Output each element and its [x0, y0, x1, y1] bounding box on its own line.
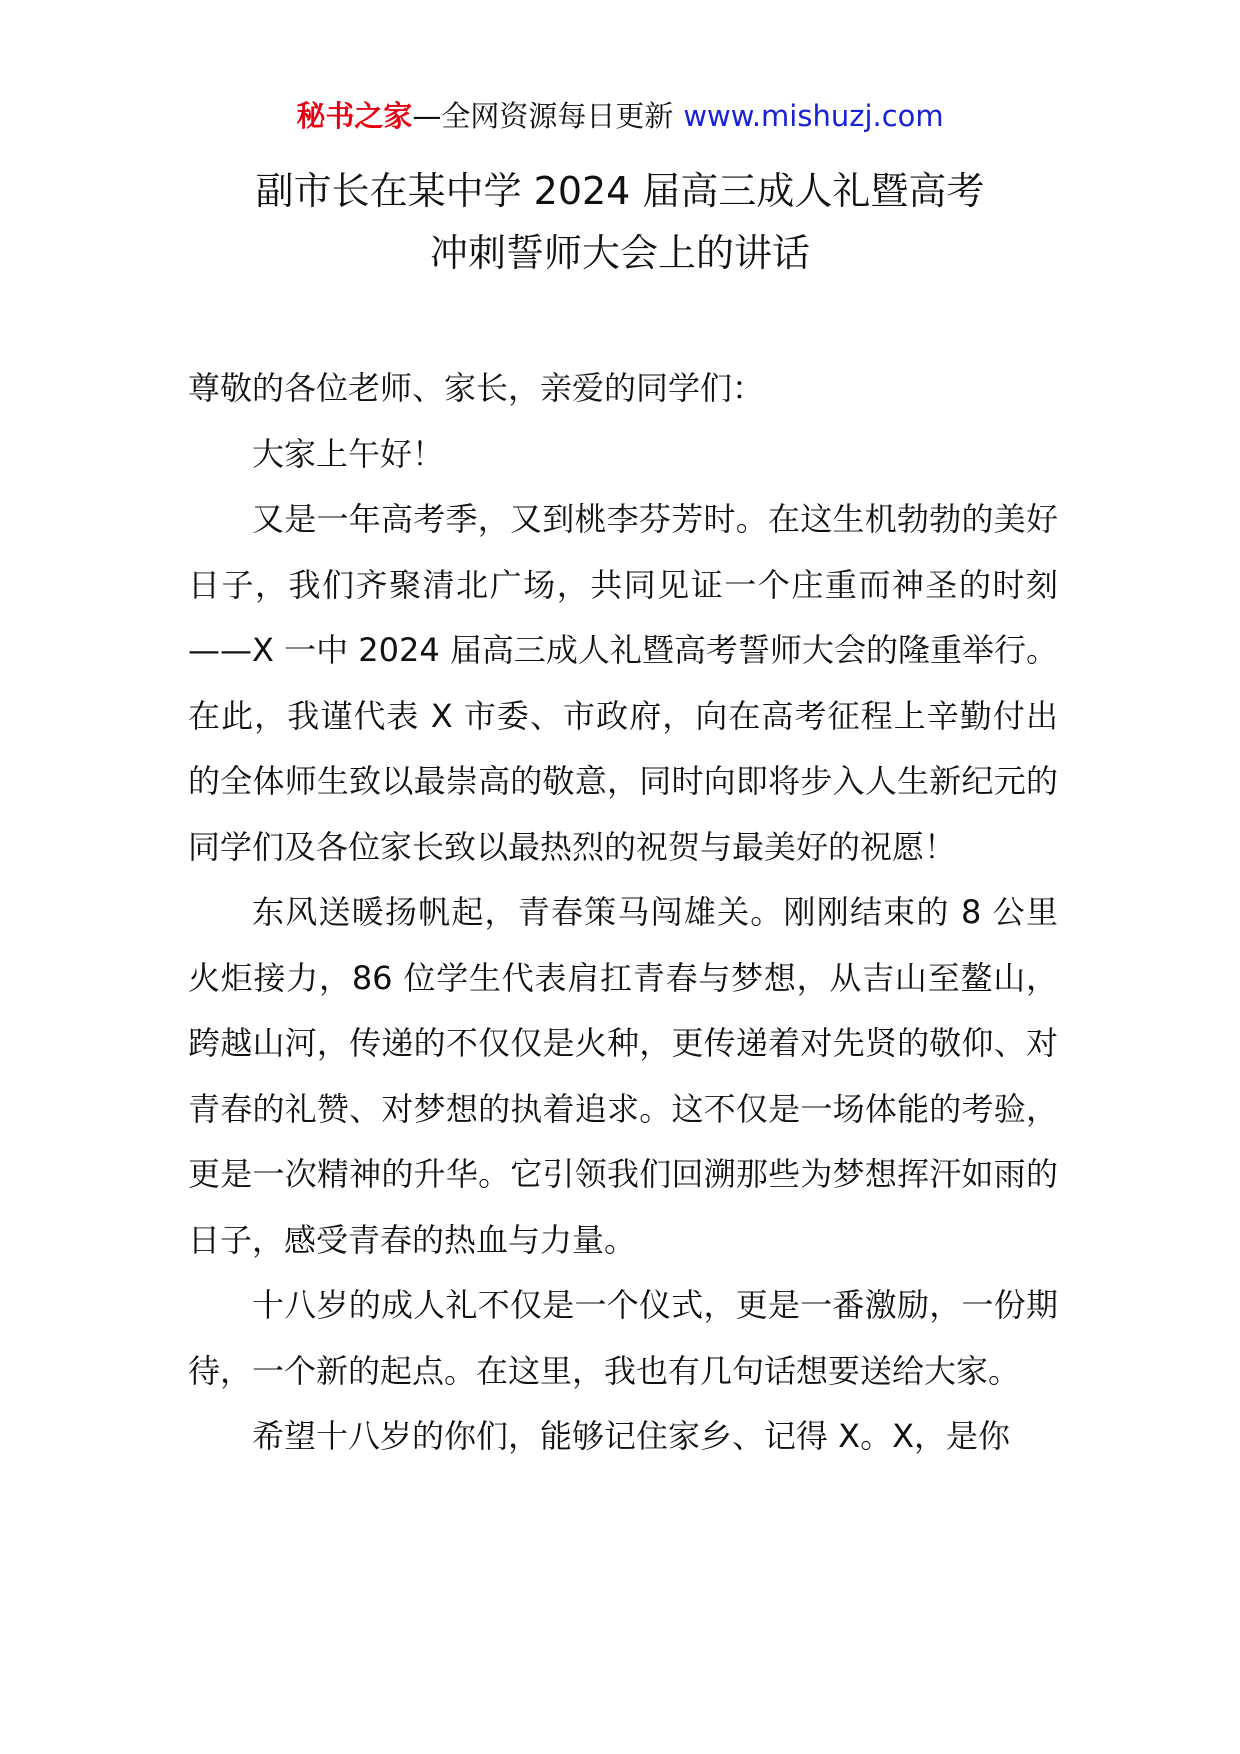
document-title [0, 160, 1240, 284]
site-url-link[interactable]: www.mishuzj.com [683, 99, 944, 133]
document-body [188, 356, 1058, 1470]
site-tagline: —全网资源每日更新 [412, 99, 674, 133]
site-name: 秘书之家 [296, 99, 413, 133]
paragraph-opening: 又是一年高考季，又到桃李芬芳时。在这生机勃勃的美好日子，我们齐聚清北广场，共同见证一个庄重而神圣的时刻——X 一中 2024 届高三成人礼暨高考誓师大会的隆重举行。在此，我谨代表 X 市委、市政府，向在高考征程上辛勤付出的全体师生致以最崇高的敬意，同时向即将步入人生新纪元的同学们及各位家长致以最热烈的祝贺与最美好的祝愿！ [188, 500, 1058, 866]
paragraph-coming-of-age: 十八岁的成人礼不仅是一个仪式，更是一番激励，一份期待，一个新的起点。在这里，我也有几句话想要送给大家。 [188, 1286, 1058, 1390]
site-header [0, 96, 1240, 136]
salutation: 尊敬的各位老师、家长，亲爱的同学们： [188, 369, 765, 407]
paragraph-hometown: 希望十八岁的你们，能够记住家乡、记得 X。X，是你 [252, 1417, 1011, 1455]
paragraph-torch-relay: 东风送暖扬帆起，青春策马闯雄关。刚刚结束的 8 公里火炬接力，86 位学生代表肩扛青春与梦想，从吉山至鳌山，跨越山河，传递的不仅仅是火种，更传递着对先贤的敬仰、对青春的礼赞、对梦想的执着追求。这不仅是一场体能的考验，更是一次精神的升华。它引领我们回溯那些为梦想挥汗如雨的日子，感受青春的热血与力量。 [188, 893, 1058, 1259]
paragraph-greeting: 大家上午好！ [252, 434, 445, 473]
title-line-2: 冲刺誓师大会上的讲话 [429, 231, 810, 275]
title-line-1: 副市长在某中学 2024 届高三成人礼暨高考 [255, 169, 985, 213]
